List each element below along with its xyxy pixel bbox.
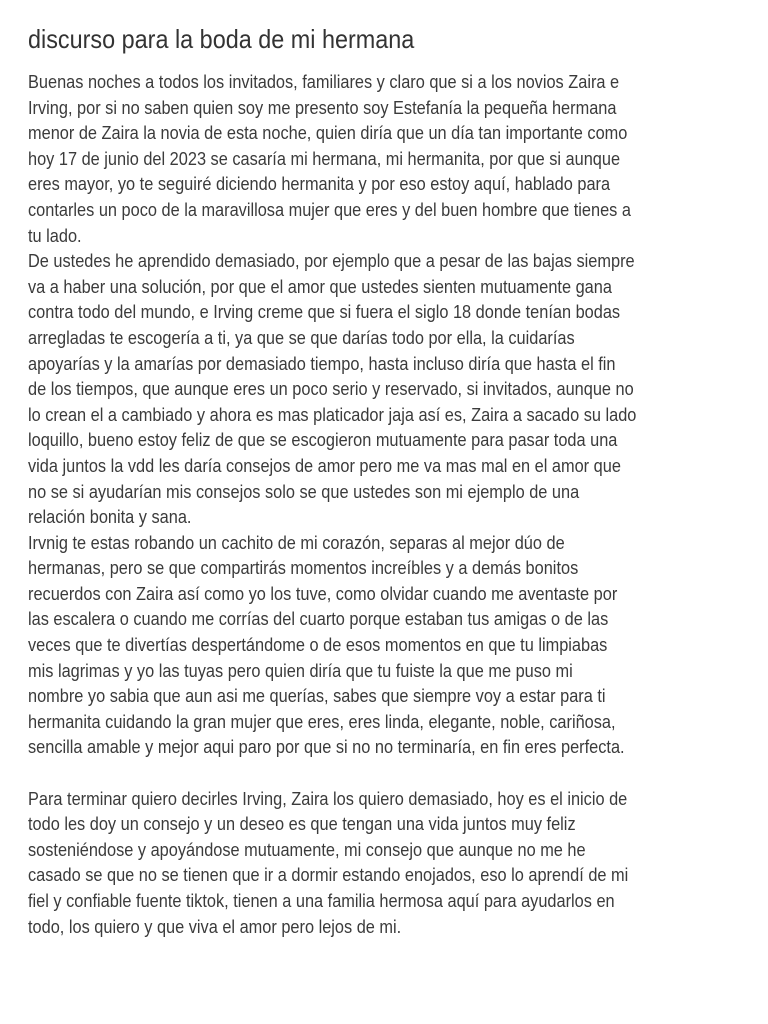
text-line: mis lagrimas y yo las tuyas pero quien diría que tu fuiste la que me puso mi: [28, 659, 573, 681]
text-line: hoy 17 de junio del 2023 se casaría mi hermana, mi hermanita, por que si aunque: [28, 147, 621, 169]
text-line: Irvnig te estas robando un cachito de mi corazón, separas al mejor dúo de: [28, 531, 565, 553]
text-line: de los tiempos, que aunque eres un poco serio y reservado, si invitados, aunque no: [28, 378, 634, 400]
text-line: las escalera o cuando me corrías del cuarto porque estaban tus amigas o de las: [28, 608, 609, 630]
text-line: eres mayor, yo te seguiré diciendo hermanita y por eso estoy aquí, hablado para: [28, 173, 611, 195]
text-line: menor de Zaira la novia de esta noche, quien diría que un día tan importante como: [28, 122, 628, 144]
text-line: vida juntos la vdd les daría consejos de amor pero me va mas mal en el amor que: [28, 454, 621, 476]
text-line: relación bonita y sana.: [28, 506, 192, 528]
text-line: loquillo, bueno estoy feliz de que se escogieron mutuamente para pasar toda una: [28, 429, 618, 451]
paragraph: [28, 786, 752, 940]
document-body: [28, 69, 752, 939]
text-line: va a haber una solución, por que el amor que ustedes sienten mutuamente gana: [28, 275, 612, 297]
paragraph: [28, 69, 752, 248]
text-line: lo crean el a cambiado y ahora es mas platicador jaja así es, Zaira a sacado su lado: [28, 403, 637, 425]
text-line: sencilla amable y mejor aqui paro por que si no no terminaría, en fin eres perfecta.: [28, 736, 625, 758]
text-line: contarles un poco de la maravillosa mujer que eres y del buen hombre que tienes a: [28, 198, 631, 220]
text-line: De ustedes he aprendido demasiado, por ejemplo que a pesar de las bajas siempre: [28, 250, 635, 272]
text-line: arregladas te escogería a ti, ya que se que darías todo por ella, la cuidarías: [28, 326, 575, 348]
paragraph: [28, 530, 752, 760]
text-line: veces que te divertías despertándome o de esos momentos en que tu limpiabas: [28, 634, 608, 656]
text-line: Para terminar quiero decirles Irving, Zaira los quiero demasiado, hoy es el inicio de: [28, 787, 628, 809]
text-line: Irving, por si no saben quien soy me presento soy Estefanía la pequeña hermana: [28, 96, 617, 118]
document-title: discurso para la boda de mi hermana: [28, 24, 415, 54]
text-line: sosteniéndose y apoyándose mutuamente, mi consejo que aunque no me he: [28, 838, 586, 860]
text-line: nombre yo sabia que aun asi me querías, sabes que siempre voy a estar para ti: [28, 685, 606, 707]
text-line: todo, los quiero y que viva el amor pero lejos de mi.: [28, 915, 402, 937]
text-line: hermanita cuidando la gran mujer que eres, eres linda, elegante, noble, cariñosa,: [28, 710, 616, 732]
text-line: todo les doy un consejo y un deseo es que tengan una vida juntos muy feliz: [28, 813, 576, 835]
text-line: hermanas, pero se que compartirás momentos increíbles y a demás bonitos: [28, 557, 579, 579]
text-line: casado se que no se tienen que ir a dormir estando enojados, eso lo aprendí de mi: [28, 864, 629, 886]
text-line: no se si ayudarían mis consejos solo se que ustedes son mi ejemplo de una: [28, 480, 580, 502]
text-line: fiel y confiable fuente tiktok, tienen a una familia hermosa aquí para ayudarlos en: [28, 890, 615, 911]
text-line: tu lado.: [28, 224, 82, 246]
text-line: recuerdos con Zaira así como yo los tuve, como olvidar cuando me aventaste por: [28, 582, 618, 604]
text-line: Buenas noches a todos los invitados, familiares y claro que si a los novios Zaira e: [28, 71, 620, 92]
paragraph: [28, 248, 752, 530]
text-line: apoyarías y la amarías por demasiado tiempo, hasta incluso diría que hasta el fin: [28, 352, 616, 374]
text-line: contra todo del mundo, e Irving creme que si fuera el siglo 18 donde tenían bodas: [28, 301, 621, 323]
